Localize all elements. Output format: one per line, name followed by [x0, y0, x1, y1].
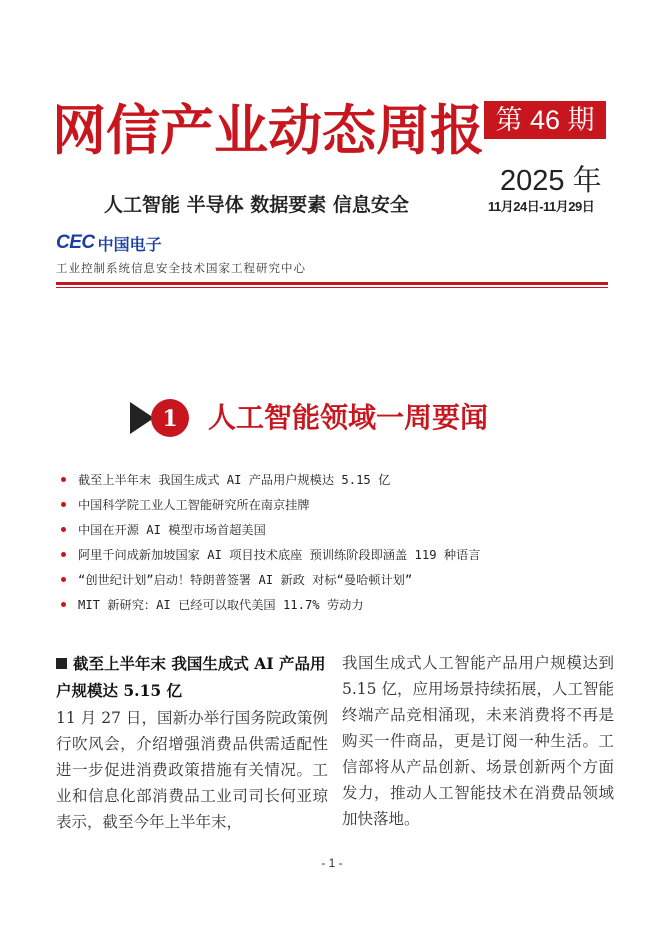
headline-list [60, 470, 620, 620]
bullet-dot-icon [61, 502, 66, 507]
headline-text: MIT 新研究：AI 已经可以取代美国 11.7% 劳动力 [78, 598, 364, 612]
cec-logo-mark: CEC [56, 232, 95, 253]
headline-text: 截至上半年末 我国生成式 AI 产品用户规模达 5.15 亿 [78, 473, 391, 487]
organization-name: 工业控制系统信息安全技术国家工程研究中心 [56, 261, 306, 275]
headline-text: 中国在开源 AI 模型市场首超美国 [78, 523, 266, 537]
report-year: 2025 年 [500, 165, 602, 197]
square-bullet-icon [56, 658, 67, 669]
section-number-badge [128, 398, 190, 438]
issue-badge: 第 46 期 [484, 101, 606, 139]
list-item[interactable] [60, 470, 620, 495]
headline-text: 中国科学院工业人工智能研究所在南京挂牌 [78, 498, 310, 512]
play-arrow-icon [130, 402, 154, 434]
list-item[interactable] [60, 570, 620, 595]
list-item[interactable] [60, 545, 620, 570]
page-number: - 1 - [321, 856, 343, 870]
list-item[interactable] [60, 595, 620, 620]
header-divider-thin [56, 287, 608, 288]
bullet-dot-icon [61, 552, 66, 557]
header-divider [56, 282, 608, 285]
report-subtitle: 人工智能 半导体 数据要素 信息安全 [104, 194, 409, 216]
section-number: 1 [162, 406, 178, 432]
date-range: 11月24日-11月29日 [488, 199, 595, 214]
article-column-left [56, 650, 328, 835]
section-title: 人工智能领域一周要闻 [208, 401, 489, 434]
article-column-right [342, 650, 614, 832]
list-item[interactable] [60, 520, 620, 545]
headline-text: 阿里千问成新加坡国家 AI 项目技术底座 预训练阶段即涵盖 119 种语言 [78, 548, 481, 562]
article-heading [56, 650, 328, 704]
list-item[interactable] [60, 495, 620, 520]
cec-logo [56, 232, 162, 254]
headline-text: “创世纪计划”启动！特朗普签署 AI 新政 对标“曼哈顿计划” [78, 573, 413, 587]
cec-logo-text: 中国电子 [97, 234, 162, 254]
article-heading-text: 截至上半年末 我国生成式 AI 产品用户规模达 5.15 亿 [56, 654, 326, 700]
article-body-left: 11 月 27 日，国新办举行国务院政策例行吹风会，介绍增强消费品供需适配性进一步促进消费政策措施有关情况。工业和信息化部消费品工业司司长何亚琼表示，截至今年上半年末， [56, 709, 328, 831]
bullet-dot-icon [61, 477, 66, 482]
bullet-dot-icon [61, 602, 66, 607]
bullet-dot-icon [61, 577, 66, 582]
report-title: 网信产业动态周报 [52, 98, 484, 162]
article-body-right: 我国生成式人工智能产品用户规模达到 5.15 亿，应用场景持续拓展，人工智能终端产品竞相涌现，未来消费将不再是购买一件商品，更是订阅一种生活。工信部将从产品创新、场景创新两个方面发力，推动人工智能技术在消费品领域加快落地。 [342, 654, 614, 828]
bullet-dot-icon [61, 527, 66, 532]
